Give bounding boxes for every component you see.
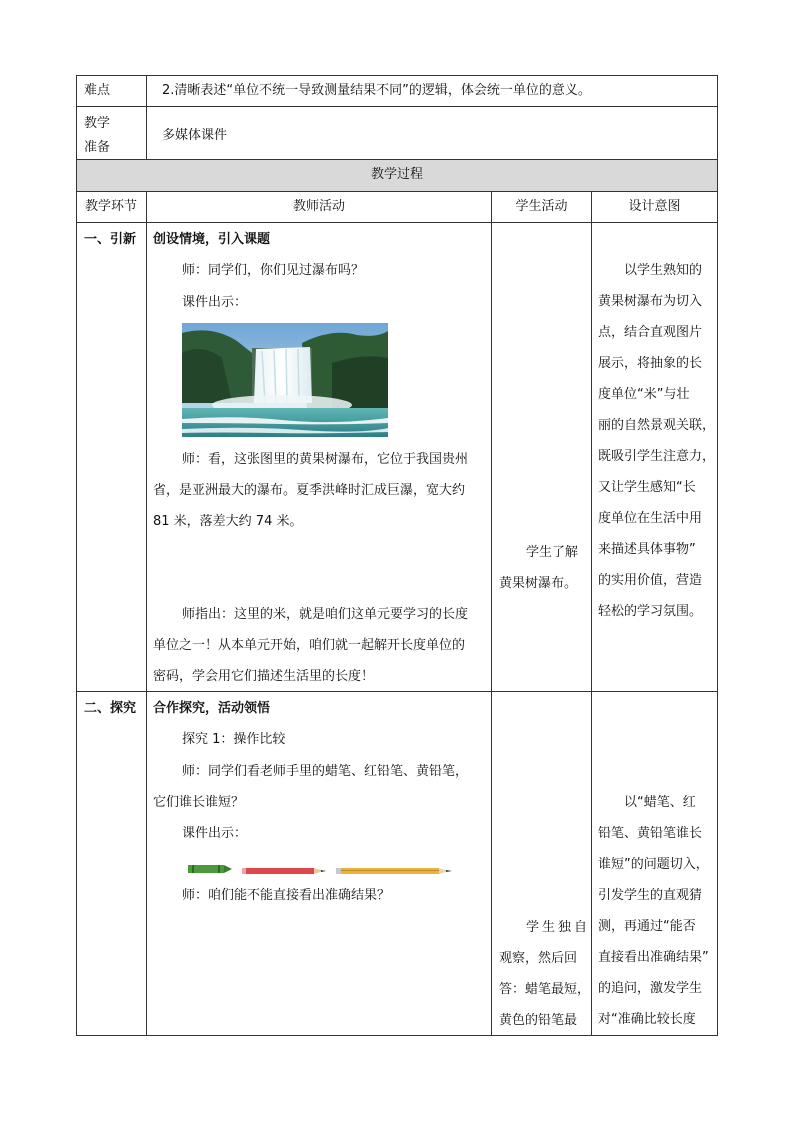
section2-intent: 铅笔、黄铅笔谁长 [598, 826, 703, 841]
difficulty-text: 2.清晰表述“单位不统一导致测量结果不同”的逻辑，体会统一单位的意义。 [162, 83, 591, 98]
rule [76, 1035, 718, 1036]
section1-line: 师：同学们，你们见过瀑布吗？ [182, 263, 365, 278]
section1-after-image: 省，是亚洲最大的瀑布。夏季洪峰时汇成巨瀑，宽大约 [153, 483, 466, 498]
rule [76, 75, 77, 1036]
header-intent: 设计意图 [628, 199, 681, 214]
section1-closing: 师指出：这里的米，就是咱们这单元要学习的长度 [182, 607, 469, 622]
section1-after-image: 81 米，落差大约 74 米。 [153, 514, 303, 529]
header-stage: 教学环节 [84, 199, 137, 214]
section2-intent: 的追问，激发学生 [598, 981, 703, 996]
section1-intent: 黄果树瀑布为切入 [598, 294, 703, 309]
section2-title: 合作探究，活动领悟 [153, 701, 271, 716]
section2-line: 探究 1：操作比较 [182, 732, 286, 747]
rule [76, 691, 718, 692]
red-pencil-icon [242, 860, 326, 868]
header-teacher: 教师活动 [292, 199, 345, 214]
rule [76, 159, 718, 160]
section2-line: 它们谁长谁短？ [153, 795, 245, 810]
process-title: 教学过程 [370, 167, 423, 182]
section1-intent: 既吸引学生注意力， [598, 449, 716, 464]
section2-student: 黄色的铅笔最 [499, 1013, 578, 1028]
waterfall-photo [182, 323, 388, 437]
section1-intent: 度单位在生活中用 [598, 511, 703, 526]
section1-intent: 轻松的学习氛围。 [598, 604, 703, 619]
section2-intent: 谁短”的问题切入， [598, 857, 709, 872]
section2-intent: 直接看出准确结果” [598, 950, 709, 965]
section1-student: 学生了解 [526, 545, 579, 560]
section1-after-image: 师：看，这张图里的黄果树瀑布，它位于我国贵州 [182, 452, 469, 467]
prep-label-line2: 准备 [84, 140, 111, 155]
rule [76, 75, 718, 76]
section1-intent: 来描述具体事物” [598, 542, 696, 557]
rule [76, 222, 718, 223]
section1-intent: 的实用价值，营造 [598, 573, 703, 588]
rule [76, 106, 718, 107]
section1-student: 黄果树瀑布。 [499, 576, 578, 591]
section1-intent: 又让学生感知“长 [598, 480, 696, 495]
section1-intent: 丽的自然景观关联， [598, 418, 716, 433]
section1-intent: 展示，将抽象的长 [598, 356, 703, 371]
section1-intent: 点，结合直观图片 [598, 325, 703, 340]
section2-intent: 对“准确比较长度 [598, 1012, 696, 1027]
prep-label-line1: 教学 [84, 116, 111, 131]
section2-student: 学生独自 [526, 920, 591, 935]
section2-stage: 二、探究 [84, 701, 137, 716]
section2-line: 师：同学们看老师手里的蜡笔、红铅笔、黄铅笔， [182, 764, 469, 779]
section1-stage: 一、引新 [84, 232, 137, 247]
rule [491, 191, 492, 1036]
section2-intent: 测，再通过“能否 [598, 919, 696, 934]
section1-line: 课件出示： [182, 295, 248, 310]
section2-intent: 以“蜡笔、红 [624, 795, 696, 810]
section1-closing: 密码，学会用它们描述生活里的长度！ [153, 669, 375, 684]
section1-intent: 以学生熟知的 [624, 263, 703, 278]
rule [146, 75, 147, 160]
section2-question: 师：咱们能不能直接看出准确结果？ [182, 888, 391, 903]
yellow-pencil-icon [336, 860, 452, 868]
section2-intent: 引发学生的直观猜 [598, 888, 703, 903]
difficulty-label: 难点 [84, 83, 111, 98]
section1-closing: 单位之一！从本单元开始，咱们就一起解开长度单位的 [153, 638, 466, 653]
section2-line: 课件出示： [182, 826, 248, 841]
rule [76, 191, 718, 192]
section1-intent: 度单位“米”与壮 [598, 387, 690, 402]
section1-title: 创设情境，引入课题 [153, 232, 271, 247]
section2-student: 答：蜡笔最短， [499, 982, 591, 997]
rule [717, 75, 718, 1036]
prep-text: 多媒体课件 [162, 128, 228, 143]
rule [591, 191, 592, 1036]
header-student: 学生活动 [515, 199, 568, 214]
section2-student: 观察，然后回 [499, 951, 578, 966]
rule [146, 191, 147, 1036]
green-crayon-icon [188, 859, 232, 869]
